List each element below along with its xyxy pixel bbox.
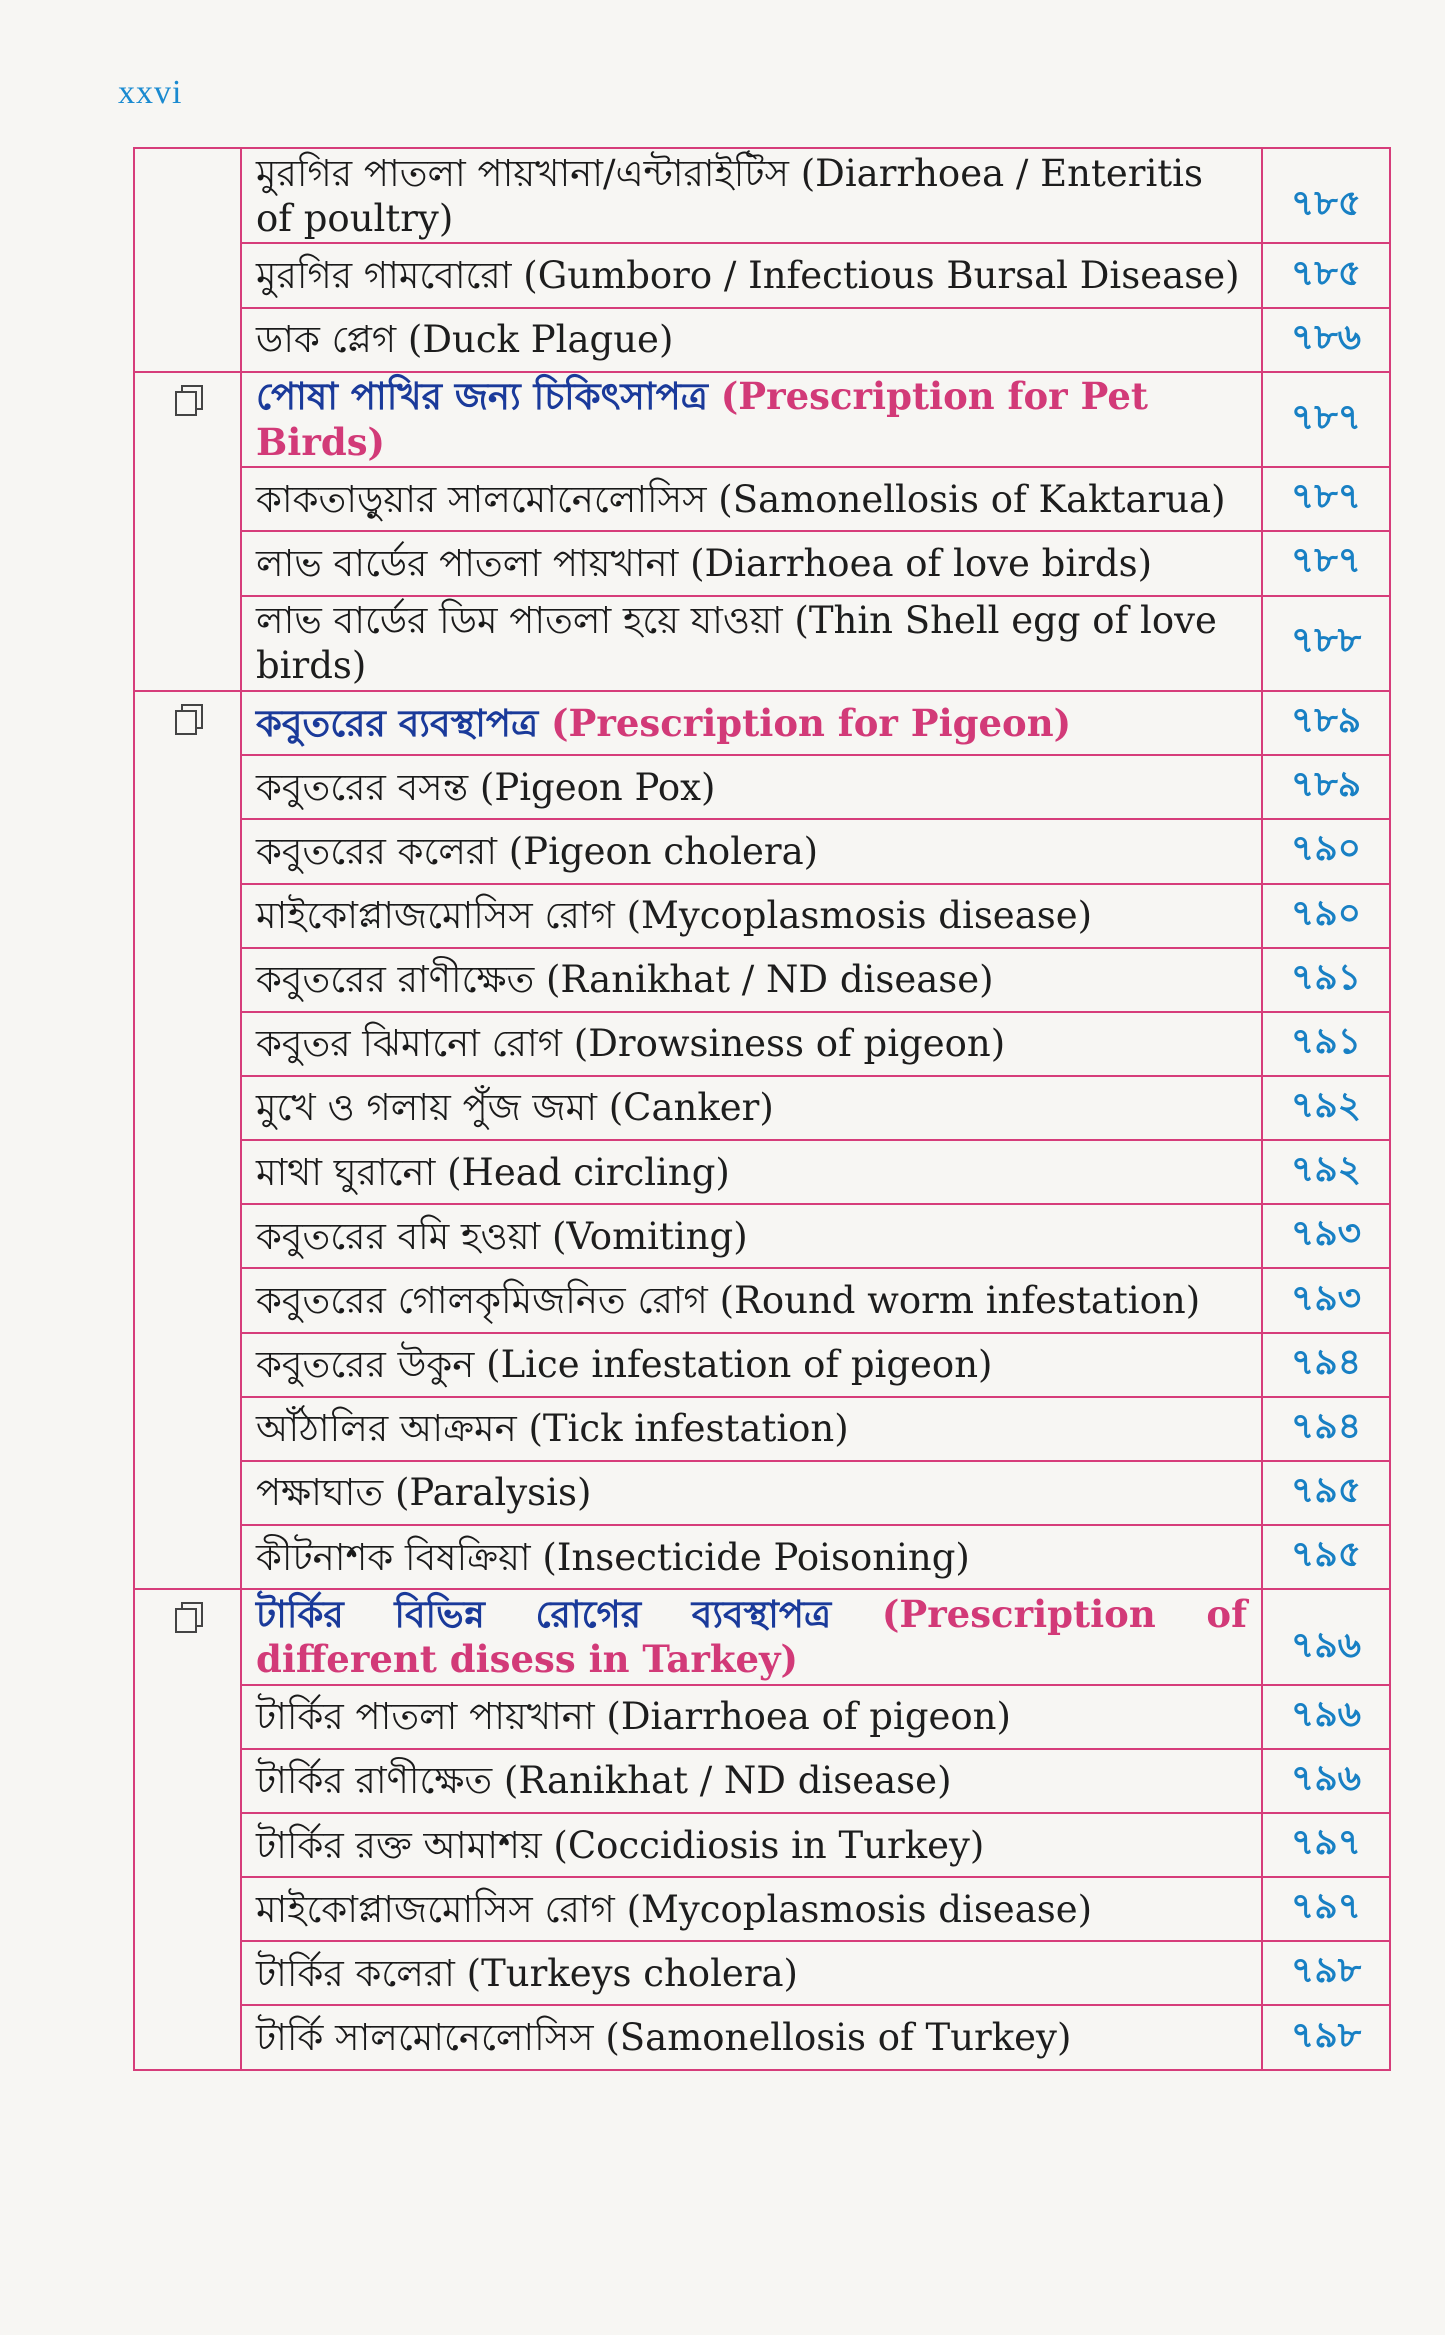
entry-title (241, 1813, 1262, 1877)
icon-column-cell (134, 691, 241, 1589)
entry-title (241, 1397, 1262, 1461)
entry-page-number: ৭৯৭ (1262, 1877, 1390, 1941)
entry-page-number: ৭৯৩ (1262, 1204, 1390, 1268)
table-row (134, 755, 1390, 819)
entry-title (241, 1877, 1262, 1941)
entry-title (241, 1749, 1262, 1813)
entry-title-english: (Gumboro / Infectious Bursal Disease) (523, 253, 1240, 297)
entry-title-english: (Tick infestation) (528, 1407, 849, 1451)
entry-page-number: ৭৯২ (1262, 1140, 1390, 1204)
entry-page-number: ৭৯০ (1262, 819, 1390, 883)
table-row (134, 1204, 1390, 1268)
entry-title-bengali: মাইকোপ্লাজমোসিস রোগ (256, 894, 615, 938)
entry-title-english: (Head circling) (447, 1150, 730, 1194)
entry-title-bengali: কবুতরের উকুন (256, 1343, 475, 1387)
entry-title (241, 308, 1262, 372)
entry-title-bengali: আঁঠালির আক্রমন (256, 1407, 517, 1451)
table-row (134, 1941, 1390, 2005)
table-row (134, 531, 1390, 595)
entry-page-number: ৭৮৬ (1262, 308, 1390, 372)
entry-page-number: ৭৯০ (1262, 884, 1390, 948)
entry-title-english: (Ranikhat / ND disease) (503, 1759, 952, 1803)
entry-page-number: ৭৯৫ (1262, 1525, 1390, 1589)
entry-page-number: ৭৯৪ (1262, 1333, 1390, 1397)
document-stack-icon (175, 385, 201, 413)
entry-title-english: (Pigeon cholera) (508, 829, 819, 873)
entry-title-bengali: কবুতরের কলেরা (256, 829, 497, 873)
entry-page-number: ৭৯৮ (1262, 2005, 1390, 2070)
table-row (134, 1461, 1390, 1525)
table-row-section (134, 1589, 1390, 1684)
entry-title-english: (Diarrhoea of love birds) (690, 541, 1152, 585)
table-row (134, 148, 1390, 243)
entry-title (241, 1941, 1262, 2005)
icon-column-cell (134, 1589, 241, 2070)
entry-page-number: ৭৮৭ (1262, 531, 1390, 595)
entry-title-bengali: কবুতরের বসন্ত (256, 765, 469, 809)
entry-page-number: ৭৯২ (1262, 1076, 1390, 1140)
entry-title-bengali: কবুতরের রাণীক্ষেত (256, 958, 535, 1002)
entry-title-bengali: টার্কির পাতলা পায়খানা (256, 1695, 595, 1739)
entry-page-number: ৭৮৫ (1262, 243, 1390, 307)
entry-title (241, 1076, 1262, 1140)
entry-title-bengali: মাইকোপ্লাজমোসিস রোগ (256, 1887, 615, 1931)
entry-title-bengali: কবুতরের বমি হওয়া (256, 1214, 541, 1258)
entry-page-number: ৭৮৭ (1262, 372, 1390, 467)
entry-title (241, 531, 1262, 595)
table-row (134, 948, 1390, 1012)
entry-title-english: (Diarrhoea / Enteritis of poultry) (256, 151, 1203, 240)
table-row (134, 1012, 1390, 1076)
entry-title-bengali: ডাক প্লেগ (256, 318, 397, 362)
document-stack-icon (175, 1602, 201, 1630)
icon-column-cell (134, 372, 241, 691)
entry-title (241, 148, 1262, 243)
entry-title-bengali: টার্কি সালমোনেলোসিস (256, 2016, 594, 2060)
document-stack-icon (175, 704, 201, 732)
entry-title-english: (Insecticide Poisoning) (542, 1535, 970, 1579)
entry-title-bengali: মুরগির গামবোরো (256, 253, 512, 297)
table-row (134, 243, 1390, 307)
entry-title (241, 2005, 1262, 2070)
entry-title (241, 884, 1262, 948)
entry-title-english: (Coccidiosis in Turkey) (553, 1823, 985, 1867)
entry-title-english: (Lice infestation of pigeon) (486, 1343, 993, 1387)
section-title (241, 691, 1262, 755)
entry-title (241, 1012, 1262, 1076)
entry-title-english: (Mycoplasmosis disease) (626, 1887, 1093, 1931)
entry-title-english: (Thin Shell egg of love birds) (256, 599, 1217, 688)
entry-title (241, 948, 1262, 1012)
entry-title-english: (Round worm infestation) (719, 1278, 1201, 1322)
page-number: xxvi (118, 74, 183, 111)
entry-title-english: (Canker) (608, 1086, 774, 1130)
table-row (134, 1749, 1390, 1813)
entry-title (241, 1140, 1262, 1204)
entry-title-english: (Samonellosis of Kaktarua) (718, 477, 1226, 521)
entry-page-number: ৭৯৫ (1262, 1461, 1390, 1525)
table-row (134, 1525, 1390, 1589)
entry-title-bengali: কীটনাশক বিষক্রিয়া (256, 1535, 531, 1579)
entry-page-number: ৭৯৬ (1262, 1589, 1390, 1684)
entry-title-bengali: মাথা ঘুরানো (256, 1150, 436, 1194)
entry-title-bengali: কবুতর ঝিমানো রোগ (256, 1022, 563, 1066)
entry-page-number: ৭৯৪ (1262, 1397, 1390, 1461)
entry-title (241, 1461, 1262, 1525)
entry-page-number: ৭৯৬ (1262, 1685, 1390, 1749)
icon-column-cell (134, 148, 241, 372)
table-row (134, 1140, 1390, 1204)
section-title-bengali: পোষা পাখির জন্য চিকিৎসাপত্র (256, 374, 708, 419)
table-row (134, 1268, 1390, 1332)
entry-title-english: (Vomiting) (552, 1214, 748, 1258)
entry-title (241, 1204, 1262, 1268)
entry-title-bengali: টার্কির কলেরা (256, 1951, 455, 1995)
entry-title-english: (Mycoplasmosis disease) (626, 894, 1093, 938)
entry-title-english: (Paralysis) (394, 1471, 592, 1515)
entry-title-english: (Pigeon Pox) (479, 765, 716, 809)
table-row (134, 467, 1390, 531)
entry-title-bengali: মুরগির পাতলা পায়খানা/এন্টারাইটিস (256, 151, 789, 195)
section-title (241, 1589, 1262, 1684)
entry-page-number: ৭৮৫ (1262, 148, 1390, 243)
table-row (134, 308, 1390, 372)
table-row (134, 1877, 1390, 1941)
entry-page-number: ৭৮৮ (1262, 596, 1390, 691)
section-title-bengali: কবুতরের ব্যবস্থাপত্র (256, 700, 539, 745)
entry-title-english: (Diarrhoea of pigeon) (606, 1695, 1011, 1739)
entry-title-english: (Duck Plague) (407, 318, 674, 362)
table-row (134, 1685, 1390, 1749)
section-title (241, 372, 1262, 467)
entry-page-number: ৭৯৬ (1262, 1749, 1390, 1813)
entry-title-bengali: কবুতরের গোলকৃমিজনিত রোগ (256, 1278, 708, 1322)
table-row-section (134, 372, 1390, 467)
table-row (134, 1397, 1390, 1461)
entry-title (241, 1525, 1262, 1589)
table-row-section (134, 691, 1390, 755)
table-row (134, 2005, 1390, 2070)
entry-page-number: ৭৯৮ (1262, 1941, 1390, 2005)
entry-title-english: (Turkeys cholera) (466, 1951, 798, 1995)
entry-title (241, 1685, 1262, 1749)
entry-title (241, 243, 1262, 307)
entry-page-number: ৭৯৭ (1262, 1813, 1390, 1877)
entry-page-number: ৭৯১ (1262, 1012, 1390, 1076)
entry-title-bengali: টার্কির রক্ত আমাশয় (256, 1823, 542, 1867)
section-title-english: (Prescription for Pet Birds) (256, 374, 1148, 464)
table-row (134, 884, 1390, 948)
entry-title (241, 755, 1262, 819)
table-row (134, 596, 1390, 691)
entry-title (241, 1268, 1262, 1332)
entry-title (241, 819, 1262, 883)
entry-title-bengali: লাভ বার্ডের ডিম পাতলা হয়ে যাওয়া (256, 599, 783, 643)
table-row (134, 1333, 1390, 1397)
entry-title-bengali: কাকতাড়ুয়ার সালমোনেলোসিস (256, 477, 707, 521)
entry-title-bengali: মুখে ও গলায় পুঁজ জমা (256, 1086, 597, 1130)
section-title-english: (Prescription of different disess in Tarkey) (256, 1591, 1247, 1681)
contents-table (133, 147, 1391, 2071)
entry-title-bengali: লাভ বার্ডের পাতলা পায়খানা (256, 541, 679, 585)
entry-title (241, 1333, 1262, 1397)
section-title-bengali: টার্কির বিভিন্ন রোগের ব্যবস্থাপত্র (256, 1591, 832, 1636)
entry-title-bengali: পক্ষাঘাত (256, 1471, 384, 1515)
entry-title-bengali: টার্কির রাণীক্ষেত (256, 1759, 493, 1803)
entry-page-number: ৭৯১ (1262, 948, 1390, 1012)
entry-title (241, 467, 1262, 531)
entry-page-number: ৭৮৯ (1262, 691, 1390, 755)
table-row (134, 1813, 1390, 1877)
entry-page-number: ৭৮৯ (1262, 755, 1390, 819)
entry-page-number: ৭৮৭ (1262, 467, 1390, 531)
entry-title-english: (Ranikhat / ND disease) (546, 958, 994, 1002)
entry-title-english: (Drowsiness of pigeon) (573, 1022, 1006, 1066)
section-title-english: (Prescription for Pigeon) (551, 700, 1072, 745)
entry-title-english: (Samonellosis of Turkey) (605, 2016, 1072, 2060)
entry-title (241, 596, 1262, 691)
table-row (134, 1076, 1390, 1140)
entry-page-number: ৭৯৩ (1262, 1268, 1390, 1332)
table-row (134, 819, 1390, 883)
